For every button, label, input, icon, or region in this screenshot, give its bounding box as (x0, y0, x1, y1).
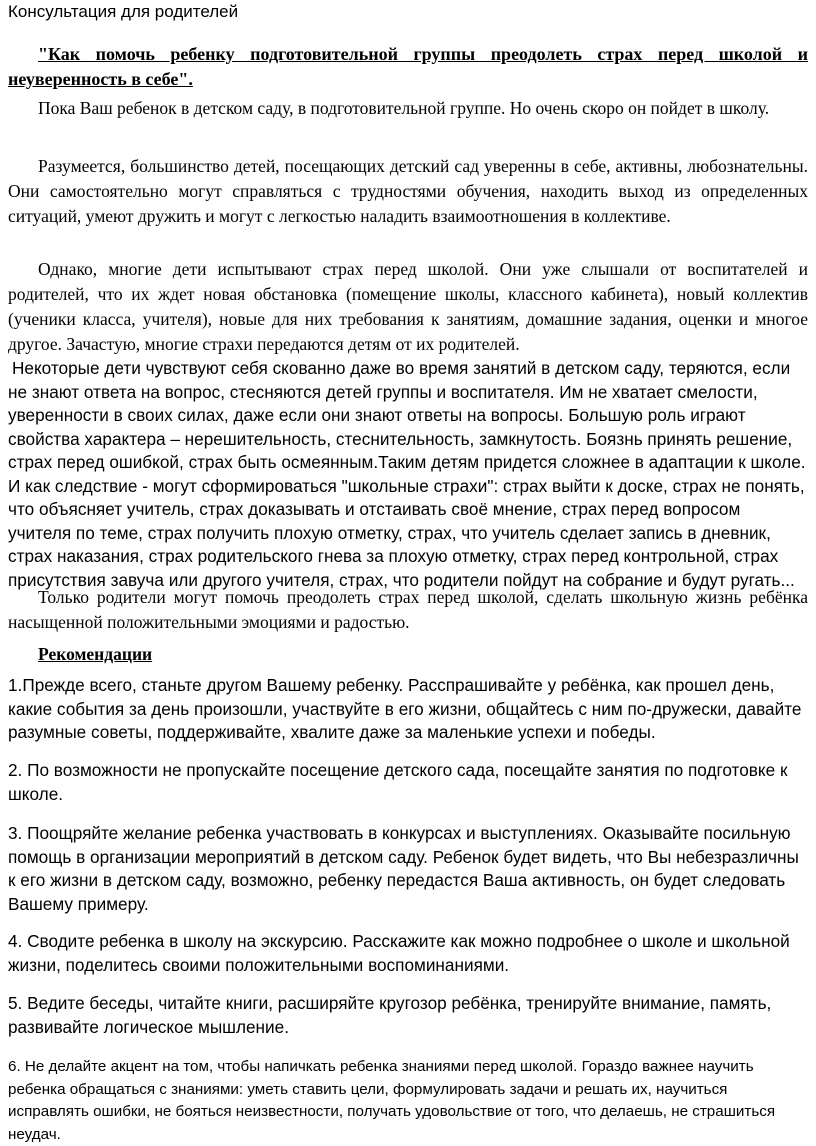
paragraph-intro-2: Разумеется, большинство детей, посещающих детский сад уверенны в себе, активны, любознательны. Они самостоятельно могут справляться с трудностями обучения, находить выход из определенных ситуаций, умеют дружить и могут с легкостью наладить взаимоотношения в коллективе. (8, 156, 808, 226)
document-pretitle: Консультация для родителей (8, 2, 239, 21)
paragraph-parents: Только родители могут помочь преодолеть страх перед школой, сделать школьную жизнь ребёнка насыщенной положительными эмоциями и радостью. (8, 587, 808, 632)
document-title: "Как помочь ребенку подготовительной группы преодолеть страх перед школой и неуверенность в себе". (8, 44, 808, 89)
recommendation-item-5: 5. Ведите беседы, читайте книги, расширяйте кругозор ребёнка, тренируйте внимание, память, развивайте логическое мышление. (8, 993, 772, 1037)
recommendations-heading: Рекомендации (38, 644, 153, 664)
recommendation-item-6: 6. Не делайте акцент на том, чтобы напичкать ребенка знаниями перед школой. Гораздо важнее научить ребенка обращаться с знаниями: уметь ставить цели, формулировать задачи и решать их, научиться исправлять ошибки, не бояться неизвестности, получать удовольствие от того, что делаешь, не страшиться неудач. (8, 1058, 776, 1143)
recommendation-item-3: 3. Поощряйте желание ребенка участвовать в конкурсах и выступлениях. Оказывайте посильную помощь в организации мероприятий в детском саду. Ребенок будет видеть, что Вы небезразличны к его жизни в детском саду, возможно, ребенку передастся Ваша активность, он будет следовать Вашему примеру. (8, 823, 799, 914)
paragraph-fears: Некоторые дети чувствуют себя скованно даже во время занятий в детском саду, теряются, если не знают ответа на вопрос, стесняются детей группы и воспитателя. Им не хватает смелости, уверенности в своих силах, даже если они знают ответы на вопросы. Большую роль играют свойства характера – нерешительность, стеснительность, замкнутость. Боязнь принять решение, страх перед ошибкой, страх быть осмеянным.Таким детям придется сложнее в адаптации к школе. И как следствие - могут сформироваться "школьные страхи": страх выйти к доске, страх не понять, что объясняет учитель, страх доказывать и отстаивать своё мнение, страх перед вопросом учителя по теме, страх получить плохую отметку, страх, что учитель сделает запись в дневник, страх наказания, страх родительского гнева за плохую отметку, страх перед контрольной, страх присутствия завуча или другого учителя, страх, что родители пойдут на собрание и будут ругать... (8, 358, 806, 590)
paragraph-intro-1: Пока Ваш ребенок в детском саду, в подготовительной группе. Но очень скоро он пойдет в школу. (38, 98, 770, 118)
paragraph-intro-3: Однако, многие дети испытывают страх перед школой. Они уже слышали от воспитателей и родителей, что их ждет новая обстановка (помещение школы, классного кабинета), новый коллектив (ученики класса, учителя), новые для них требования к занятиям, домашние задания, оценки и многое другое. Зачастую, многие страхи передаются детям от их родителей. (8, 259, 808, 354)
recommendation-item-4: 4. Сводите ребенка в школу на экскурсию. Расскажите как можно подробнее о школе и школьной жизни, поделитесь своими положительными воспоминаниями. (8, 931, 790, 975)
recommendation-item-2: 2. По возможности не пропускайте посещение детского сада, посещайте занятия по подготовке к школе. (8, 760, 788, 804)
recommendation-item-1: 1.Прежде всего, станьте другом Вашему ребенку. Расспрашивайте у ребёнка, как прошел день, какие события за день произошли, участвуйте в его жизни, общайтесь с ним по-дружески, давайте разумные советы, поддерживайте, хвалите даже за маленькие успехи и победы. (8, 675, 802, 742)
